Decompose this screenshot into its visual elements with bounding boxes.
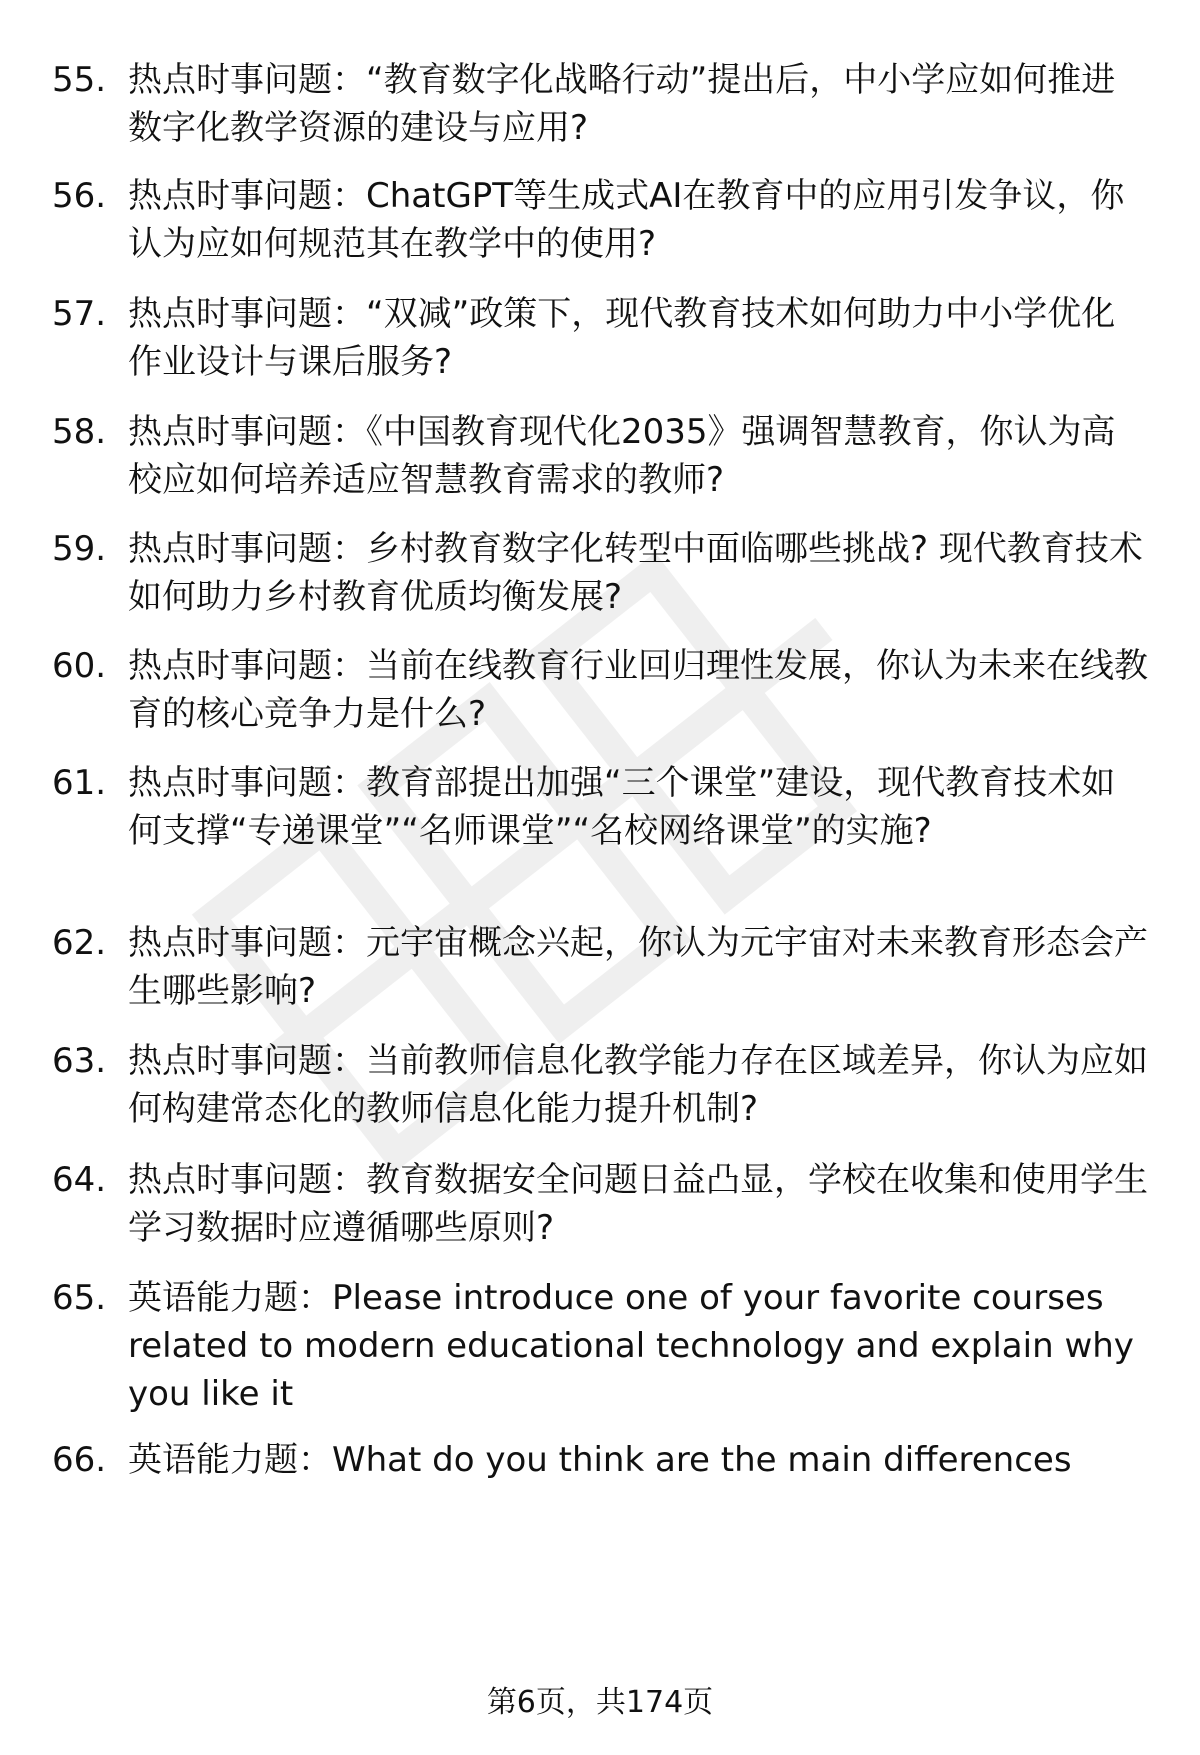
question-number: 64. (52, 1160, 107, 1200)
question-text: 热点时事问题：当前教师信息化教学能力存在区域差异，你认为应如何构建常态化的教师信息化能力提升机制? (128, 1041, 1148, 1129)
question-number: 65. (52, 1278, 107, 1318)
question-number: 63. (52, 1041, 107, 1081)
question-number: 56. (52, 176, 107, 216)
question-number: 58. (52, 412, 107, 452)
question-number: 57. (52, 294, 107, 334)
question-text: 热点时事问题：乡村教育数字化转型中面临哪些挑战? 现代教育技术如何助力乡村教育优质均衡发展? (128, 529, 1143, 617)
question-text: 热点时事问题：教育数据安全问题日益凸显，学校在收集和使用学生学习数据时应遵循哪些原则? (128, 1160, 1148, 1248)
question-text: 英语能力题：What do you think are the main differences (128, 1440, 1072, 1480)
question-text: 英语能力题：Please introduce one of your favorite courses related to modern educational technology and explain why you like it (128, 1278, 1134, 1414)
question-number: 62. (52, 923, 107, 963)
question-text: 热点时事问题：“双减”政策下，现代教育技术如何助力中小学优化作业设计与课后服务? (128, 294, 1116, 382)
question-text: 热点时事问题：教育部提出加强“三个课堂”建设，现代教育技术如何支撑“专递课堂”“名师课堂”“名校网络课堂”的实施? (128, 763, 1116, 851)
question-number: 60. (52, 646, 107, 686)
question-number: 61. (52, 763, 107, 803)
question-number: 55. (52, 60, 107, 100)
question-text: 热点时事问题：元宇宙概念兴起，你认为元宇宙对未来教育形态会产生哪些影响? (128, 923, 1148, 1011)
page-footer (0, 1683, 1200, 1723)
question-text: 热点时事问题：《中国教育现代化2035》强调智慧教育，你认为高校应如何培养适应智慧教育需求的教师? (128, 412, 1116, 500)
question-number: 59. (52, 529, 107, 569)
question-text: 热点时事问题：“教育数字化战略行动”提出后，中小学应如何推进数字化教学资源的建设与应用? (128, 60, 1116, 148)
page-number-label: 第6页，共174页 (486, 1685, 714, 1720)
question-text: 热点时事问题：当前在线教育行业回归理性发展，你认为未来在线教育的核心竞争力是什么? (128, 646, 1148, 734)
question-number: 66. (52, 1440, 107, 1480)
question-text: 热点时事问题：ChatGPT等生成式AI在教育中的应用引发争议，你认为应如何规范其在教学中的使用? (128, 176, 1125, 264)
